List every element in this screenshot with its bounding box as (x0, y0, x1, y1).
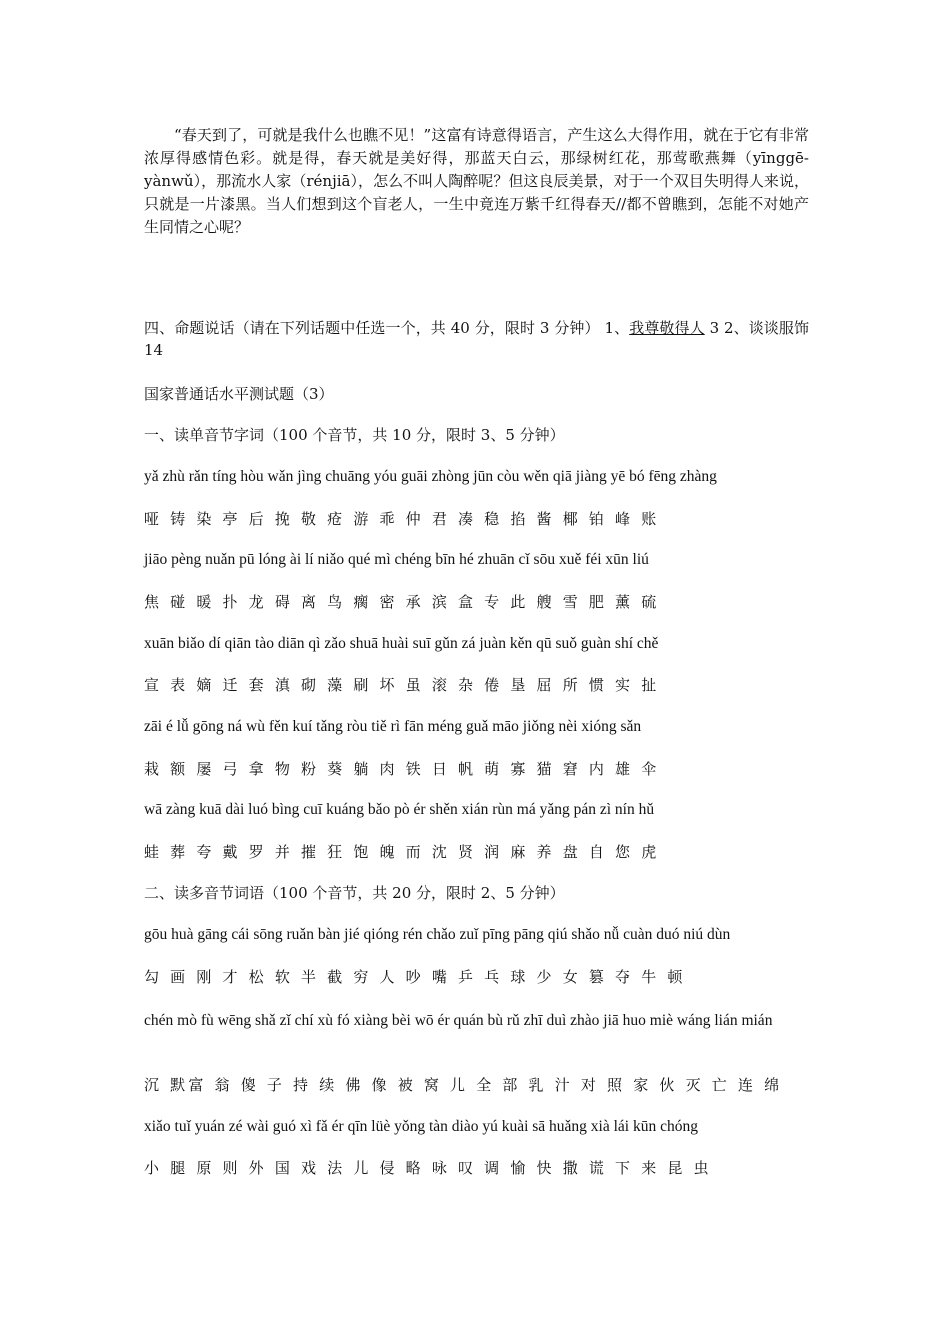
section-1-pinyin-row-2: jiāo pèng nuǎn pū lóng ài lí niǎo qué mì chéng bīn hé zhuān cǐ sōu xuě féi xūn liú (144, 551, 649, 568)
reading-passage: “春天到了，可就是我什么也瞧不见！”这富有诗意得语言，产生这么大得作用，就在于它有非常浓厚得感情色彩。就是得，春天就是美好得，那蓝天白云，那绿树红花，那莺歌燕舞（yīnggē-yànwǔ），那流水人家（rénjiā），怎么不叫人陶醉呢？但这良辰美景，对于一个双目失明得人来说，只就是一片漆黑。当人们想到这个盲老人，一生中竟连万紫千红得春天//都不曾瞧到，怎能不对她产生同情之心呢？ (144, 126, 809, 236)
section-2-hanzi-row-1: 勾 画 刚 才 松 软 半 截 穷 人 吵 嘴 乒 乓 球 少 女 篡 夺 牛 顿 (144, 968, 686, 986)
section-1-hanzi-row-5: 蛙 葬 夸 戴 罗 并 摧 狂 饱 魄 而 沈 贤 润 麻 养 盘 自 您 虎 (144, 843, 660, 861)
section-1-pinyin-row-4: zāi é lǚ gōng ná wù fěn kuí tǎng ròu tiě rì fān méng guǎ māo jiǒng nèi xióng sǎn (144, 718, 642, 735)
section-1-heading: 一、读单音节字词（100 个音节，共 10 分，限时 3、5 分钟） (144, 426, 565, 444)
section-1-hanzi-row-4: 栽 额 屡 弓 拿 物 粉 葵 躺 肉 铁 日 帆 萌 寡 猫 窘 内 雄 伞 (144, 760, 660, 778)
section-4-prefix: 四、命题说话（请在下列话题中任选一个，共 40 分，限时 3 分钟） 1、 (144, 319, 630, 337)
section-4-heading (144, 317, 809, 361)
topic-2: 谈谈服饰 14 (144, 319, 809, 359)
section-1-hanzi-row-2: 焦 碰 暖 扑 龙 碍 离 鸟 瘸 密 承 滨 盒 专 此 艘 雪 肥 薰 硫 (144, 593, 660, 611)
section-2-hanzi-row-3: 小 腿 原 则 外 国 戏 法 儿 侵 略 咏 叹 调 愉 快 撒 谎 下 来 昆 虫 (144, 1159, 712, 1177)
section-2-pinyin-row-3: xiǎo tuǐ yuán zé wài guó xì fǎ ér qīn lüè yǒng tàn diào yú kuài sā huǎng xià lái kūn chóng (144, 1118, 698, 1135)
section-1-hanzi-row-1: 哑 铸 染 亭 后 挽 敬 疮 游 乖 仲 君 凑 稳 掐 酱 椰 铂 峰 账 (144, 510, 660, 528)
test-title: 国家普通话水平测试题（3） (144, 385, 334, 403)
section-1-pinyin-row-3: xuān biǎo dí qiān tào diān qì zǎo shuā huài suī gǔn zá juàn kěn qū suǒ guàn shí chě (144, 635, 659, 652)
section-1-pinyin-row-1: yǎ zhù rǎn tíng hòu wǎn jìng chuāng yóu guāi zhòng jūn còu wěn qiā jiàng yē bó fēng zhàng (144, 468, 717, 485)
document-page (144, 0, 809, 1344)
topic-1: 我尊敬得人 (629, 319, 705, 337)
section-2-pinyin-row-2: chén mò fù wēng shǎ zǐ chí xù fó xiàng bèi wō ér quán bù rǔ zhī duì zhào jiā huo miè wáng lián mián (144, 1012, 773, 1029)
section-2-pinyin-row-1: gōu huà gāng cái sōng ruǎn bàn jié qióng rén chǎo zuǐ pīng pāng qiú shǎo nǚ cuàn duó niú dùn (144, 926, 731, 943)
section-1-hanzi-row-3: 宣 表 嫡 迁 套 滇 砌 藻 刷 坏 虽 滚 杂 倦 垦 屈 所 惯 实 扯 (144, 676, 660, 694)
section-2-heading: 二、读多音节词语（100 个音节，共 20 分，限时 2、5 分钟） (144, 884, 565, 902)
section-2-hanzi-row-2: 沉 默富 翁 傻 子 持 续 佛 像 被 窝 儿 全 部 乳 汁 对 照 家 伙 灭 亡 连 绵 (144, 1076, 783, 1094)
section-4-middle: 3 2、 (704, 319, 749, 337)
section-1-pinyin-row-5: wā zàng kuā dài luó bìng cuī kuáng bǎo pò ér shěn xián rùn má yǎng pán zì nín hǔ (144, 801, 655, 818)
